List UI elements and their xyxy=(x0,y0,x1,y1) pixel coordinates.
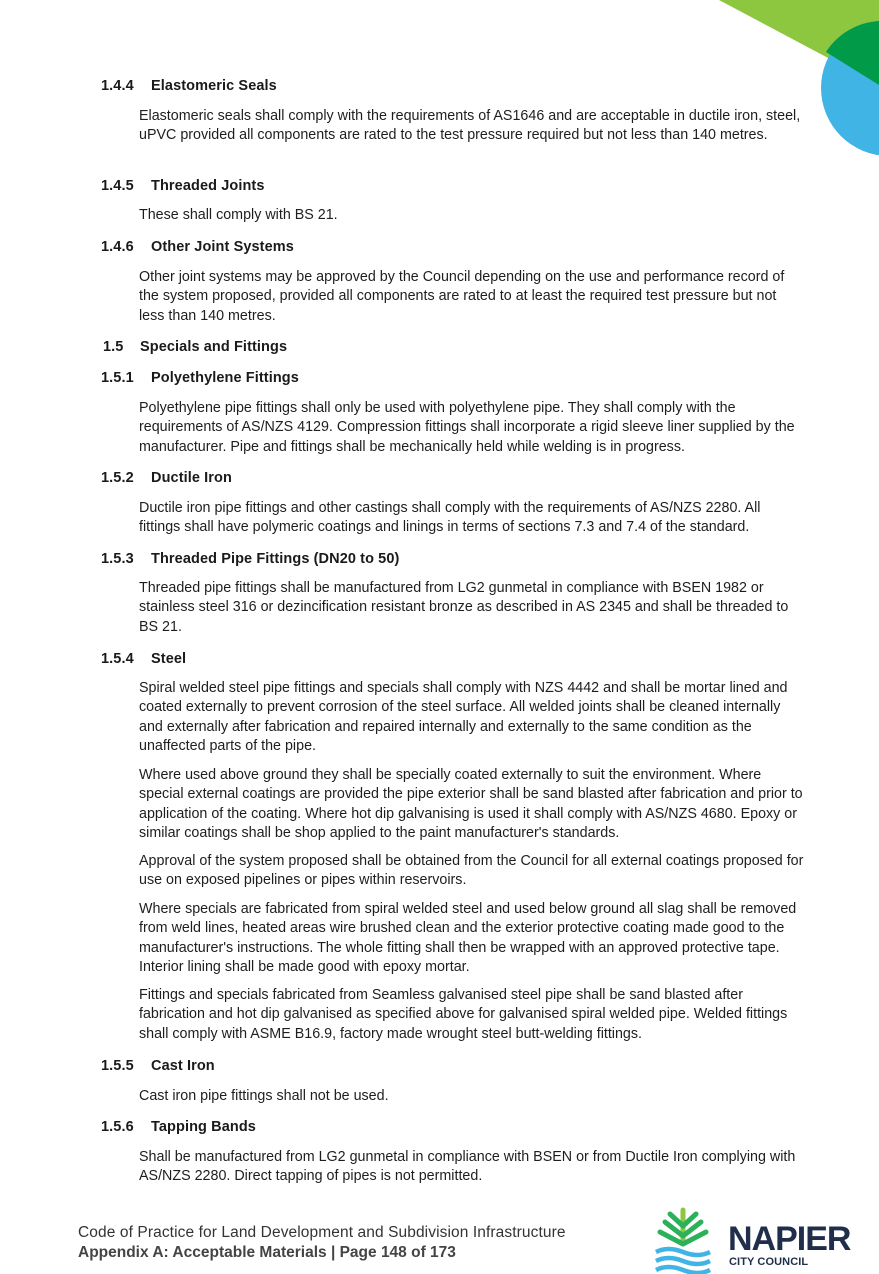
page-footer xyxy=(78,1224,566,1262)
section-heading-1-5-2: 1.5.2 Ductile Iron xyxy=(101,470,232,486)
paragraph: Approval of the system proposed shall be obtained from the Council for all external coatings proposed for use on exposed pipelines or pipes within reservoirs. xyxy=(139,853,804,889)
section-heading-1-5-3: 1.5.3 Threaded Pipe Fittings (DN20 to 50) xyxy=(101,551,400,567)
section-heading-1-4-4: 1.4.4 Elastomeric Seals xyxy=(101,78,277,94)
logo-name: NAPIER xyxy=(728,1220,851,1258)
paragraph: Ductile iron pipe fittings and other castings shall comply with the requirements of AS/NZS 2280. All fittings shall have polymeric coatings and linings in terms of sections 7.3 and 7.4 of the standard. xyxy=(139,500,761,536)
paragraph: Elastomeric seals shall comply with the requirements of AS1646 and are acceptable in ductile iron, steel, uPVC provided all components are rated to the test pressure required but not less than 140 metres. xyxy=(139,108,801,144)
paragraph: Shall be manufactured from LG2 gunmetal in compliance with BSEN or from Ductile Iron complying with AS/NZS 2280. Direct tapping of pipes is not permitted. xyxy=(139,1149,796,1185)
section-heading-1-5: 1.5 Specials and Fittings xyxy=(103,339,288,355)
section-heading-1-5-4: 1.5.4 Steel xyxy=(101,651,187,667)
napier-city-council-logo xyxy=(648,1206,851,1274)
section-heading-1-5-6: 1.5.6 Tapping Bands xyxy=(101,1119,256,1135)
footer-page-info: Appendix A: Acceptable Materials | Page 148 of 173 xyxy=(78,1244,456,1261)
section-heading-1-5-5: 1.5.5 Cast Iron xyxy=(101,1058,215,1074)
paragraph: Where used above ground they shall be specially coated externally to suit the environment. Where special external coatings are provided the pipe exterior shall be sand blasted after fabrication and prior to application of the coating. Where hot dip galvanising is used it shall comply with AS/NZS 4680. Epoxy or similar coatings shall be shop applied to the paint manufacturer's standards. xyxy=(139,767,803,841)
section-heading-1-4-6: 1.4.6 Other Joint Systems xyxy=(101,239,294,255)
paragraph: Polyethylene pipe fittings shall only be used with polyethylene pipe. They shall comply with the requirements of AS/NZS 4129. Compression fittings shall incorporate a rigid sleeve liner supplied by the manufacturer. Pipe and fittings shall be mechanically held while welding is in progress. xyxy=(139,400,795,455)
paragraph: Cast iron pipe fittings shall not be used. xyxy=(139,1088,389,1104)
paragraph: Spiral welded steel pipe fittings and specials shall comply with NZS 4442 and shall be mortar lined and coated externally to prevent corrosion of the steel surface. All welded joints shall be cleaned internally and externally after fabrication and repaired internally and externally to the same condition as the unaffected parts of the pipe. xyxy=(139,680,788,754)
paragraph: Fittings and specials fabricated from Seamless galvanised steel pipe shall be sand blasted after fabrication and hot dip galvanised as specified above for galvanised spiral welded pipe. Welded fittings shall comply with ASME B16.9, factory made wrought steel butt-welding fittings. xyxy=(139,987,788,1042)
logo-subtitle: CITY COUNCIL xyxy=(729,1256,809,1268)
section-heading-1-4-5: 1.4.5 Threaded Joints xyxy=(101,178,265,194)
paragraph: Where specials are fabricated from spiral welded steel and used below ground all slag shall be removed from weld lines, heated areas wire brushed clean and the exterior protective coating made good to the manufacturer's instructions. The whole fitting shall then be wrapped with an approved protective tape. Interior lining shall be made good with epoxy mortar. xyxy=(139,901,797,975)
logo-mark-icon xyxy=(648,1206,718,1274)
section-heading-1-5-1: 1.5.1 Polyethylene Fittings xyxy=(101,370,299,386)
paragraph: Threaded pipe fittings shall be manufactured from LG2 gunmetal in compliance with BSEN 1982 or stainless steel 316 or dezincification resistant bronze as described in AS 2345 and shall be threaded to BS 21. xyxy=(139,580,789,635)
footer-document-title: Code of Practice for Land Development and Subdivision Infrastructure xyxy=(78,1224,566,1241)
paragraph: Other joint systems may be approved by the Council depending on the use and performance record of the system proposed, provided all components are rated to at least the required test pressure but not less than 140 metres. xyxy=(139,269,785,324)
paragraph: These shall comply with BS 21. xyxy=(139,207,338,223)
